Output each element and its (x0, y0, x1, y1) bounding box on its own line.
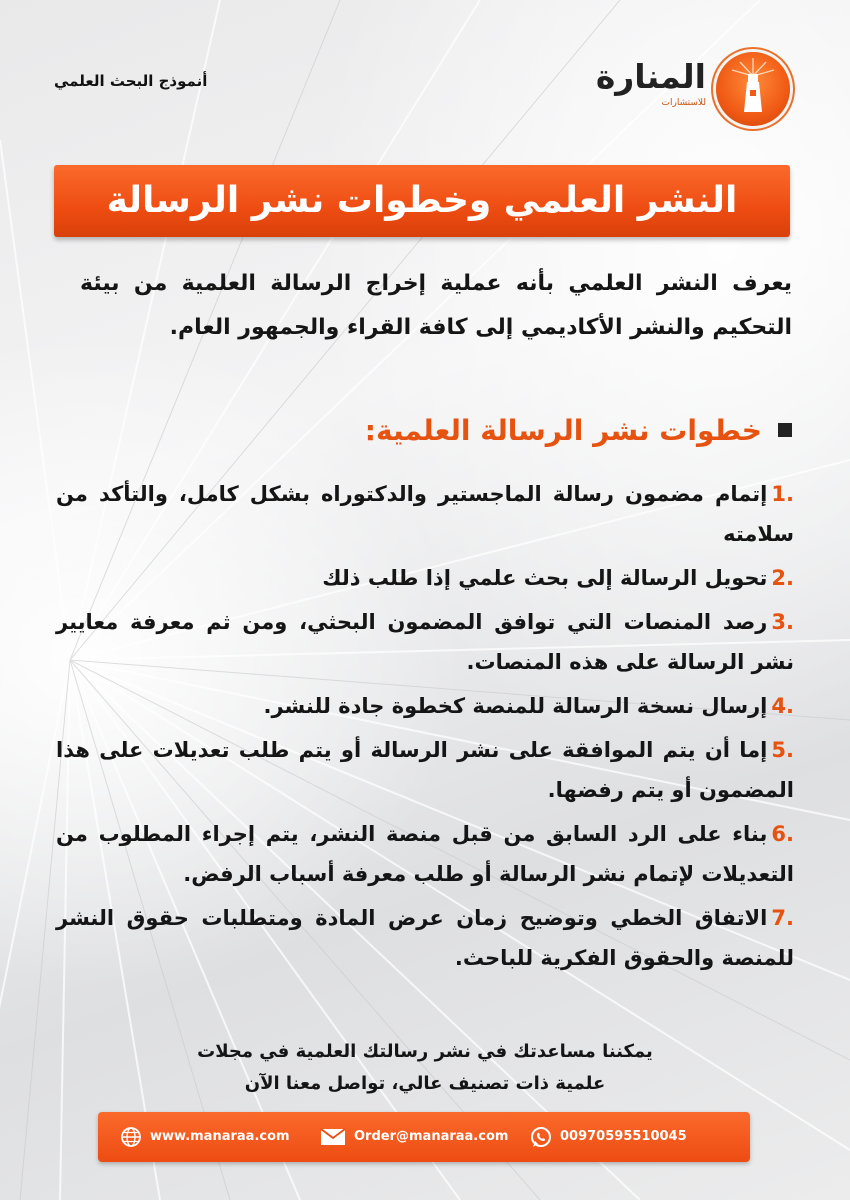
section-heading-text: خطوات نشر الرسالة العلمية: (364, 414, 762, 447)
page-title: النشر العلمي وخطوات نشر الرسالة (54, 165, 790, 237)
list-item (56, 602, 794, 682)
step-number: .4 (771, 694, 794, 718)
list-item (56, 898, 794, 978)
phone-text: 00970595510045 (560, 1129, 687, 1144)
step-number: .6 (771, 822, 794, 846)
list-item (56, 730, 794, 810)
email-link[interactable] (320, 1125, 508, 1149)
call-to-action (100, 1036, 750, 1100)
section-heading (280, 408, 792, 454)
steps-list (56, 474, 794, 982)
step-number: .3 (771, 610, 794, 634)
contact-bar (98, 1112, 750, 1162)
logo-subtext: للاستشارات (661, 98, 706, 108)
website-link[interactable] (120, 1125, 290, 1149)
step-text: إتمام مضمون رسالة الماجستير والدكتوراه بشكل كامل، والتأكد من سلامته (56, 482, 794, 546)
step-number: .1 (771, 482, 794, 506)
globe-icon (120, 1126, 142, 1148)
whatsapp-link[interactable] (530, 1125, 687, 1149)
step-text: بناء على الرد السابق من قبل منصة النشر، يتم إجراء المطلوب من التعديلات لإتمام نشر الرسالة أو طلب معرفة أسباب الرفض. (56, 822, 794, 886)
step-text: إرسال نسخة الرسالة للمنصة كخطوة جادة للنشر. (263, 694, 768, 718)
cta-line-1: يمكننا مساعدتك في نشر رسالتك العلمية في مجلات (197, 1041, 653, 1062)
square-bullet-icon (778, 423, 792, 437)
step-text: رصد المنصات التي توافق المضمون البحثي، ومن ثم معرفة معايير نشر الرسالة على هذه المنصات. (56, 610, 794, 674)
step-text: الاتفاق الخطي وتوضيح زمان عرض المادة ومتطلبات حقوق النشر للمنصة والحقوق الفكرية للباحث. (56, 906, 794, 970)
website-text: www.manaraa.com (150, 1129, 290, 1144)
step-number: .7 (771, 906, 794, 930)
brand-logo (595, 52, 790, 130)
envelope-icon (320, 1128, 346, 1146)
intro-paragraph: يعرف النشر العلمي بأنه عملية إخراج الرسالة العلمية من بيئة التحكيم والنشر الأكاديمي إلى كافة القراء والجمهور العام. (80, 271, 792, 340)
step-number: .2 (771, 566, 794, 590)
list-item (56, 814, 794, 894)
lighthouse-logo-icon (716, 52, 790, 126)
list-item (56, 474, 794, 554)
logo-text: المنارة (595, 57, 706, 96)
list-item (56, 558, 794, 598)
list-item (56, 686, 794, 726)
email-text: Order@manaraa.com (354, 1129, 509, 1144)
header-tag: أنموذج البحث العلمي (54, 72, 208, 90)
whatsapp-icon (530, 1126, 552, 1148)
step-text: تحويل الرسالة إلى بحث علمي إذا طلب ذلك (322, 566, 768, 590)
cta-line-2: علمية ذات تصنيف عالي، تواصل معنا الآن (244, 1073, 606, 1094)
step-number: .5 (771, 738, 794, 762)
step-text: إما أن يتم الموافقة على نشر الرسالة أو يتم طلب تعديلات على هذا المضمون أو يتم رفضها. (56, 738, 794, 802)
